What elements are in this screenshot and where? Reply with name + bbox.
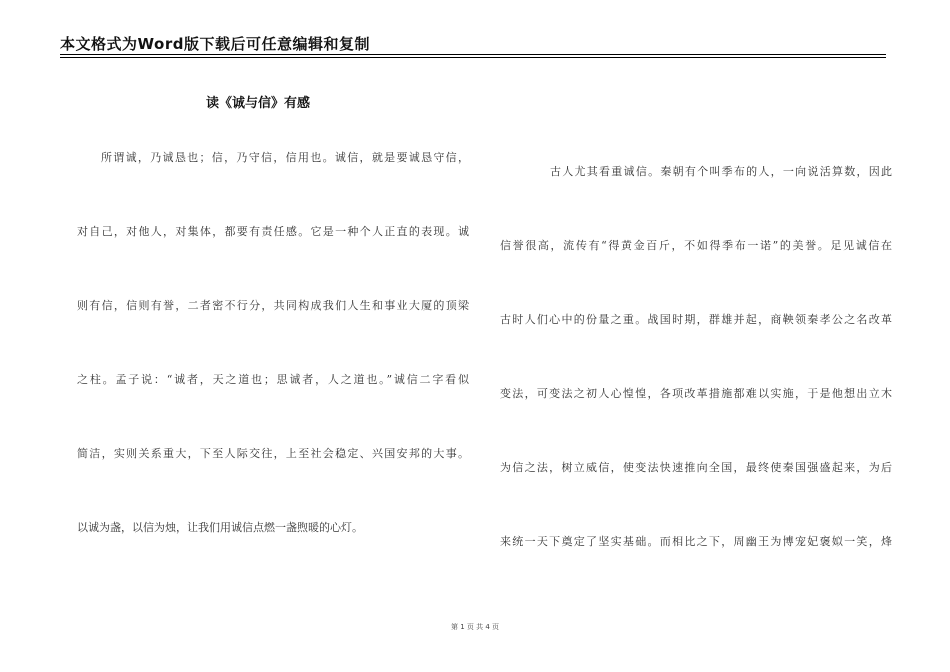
header-rule-bottom <box>60 57 886 58</box>
paragraph-line: 来统一天下奠定了坚实基础。而相比之下，周幽王为博宠妃褒姒一笑，烽 <box>500 535 892 548</box>
paragraph-line: 简洁，实则关系重大，下至人际交往，上至社会稳定、兴国安邦的大事。 <box>77 447 469 460</box>
paragraph-line: 之柱。孟子说：“诚者，天之道也；思诚者，人之道也。”诚信二字看似 <box>77 373 469 386</box>
paragraph-line: 为信之法，树立威信，使变法快速推向全国，最终使秦国强盛起来，为后 <box>500 461 892 474</box>
document-title: 读《诚与信》有感 <box>206 96 311 111</box>
paragraph-line: 以诚为盏，以信为烛，让我们用诚信点燃一盏煦暖的心灯。 <box>77 521 363 534</box>
paragraph-line: 古人尤其看重诚信。秦朝有个叫季布的人，一向说活算数，因此 <box>550 165 892 178</box>
left-text-column <box>77 152 469 596</box>
document-banner: 本文格式为Word版下载后可任意编辑和复制 <box>60 35 370 53</box>
paragraph-line: 所谓诚，乃诚恳也；信，乃守信，信用也。诚信，就是要诚恳守信， <box>101 151 469 164</box>
paragraph-line: 信誉很高，流传有“得黄金百斤，不如得季布一诺”的美誉。足见诚信在 <box>500 239 892 252</box>
paragraph-line: 对自己，对他人，对集体，都要有责任感。它是一种个人正直的表现。诚 <box>77 225 469 238</box>
paragraph-line: 则有信，信则有誉，二者密不行分，共同构成我们人生和事业大厦的顶梁 <box>77 299 469 312</box>
right-text-column <box>500 166 892 610</box>
header-rule-top <box>60 54 886 55</box>
paragraph-line: 古时人们心中的份量之重。战国时期，群雄并起，商鞅领秦孝公之名改革 <box>500 313 892 326</box>
paragraph-line: 变法，可变法之初人心惶惶，各项改革措施都难以实施，于是他想出立木 <box>500 387 892 400</box>
page-number-footer: 第 1 页 共 4 页 <box>450 623 500 631</box>
